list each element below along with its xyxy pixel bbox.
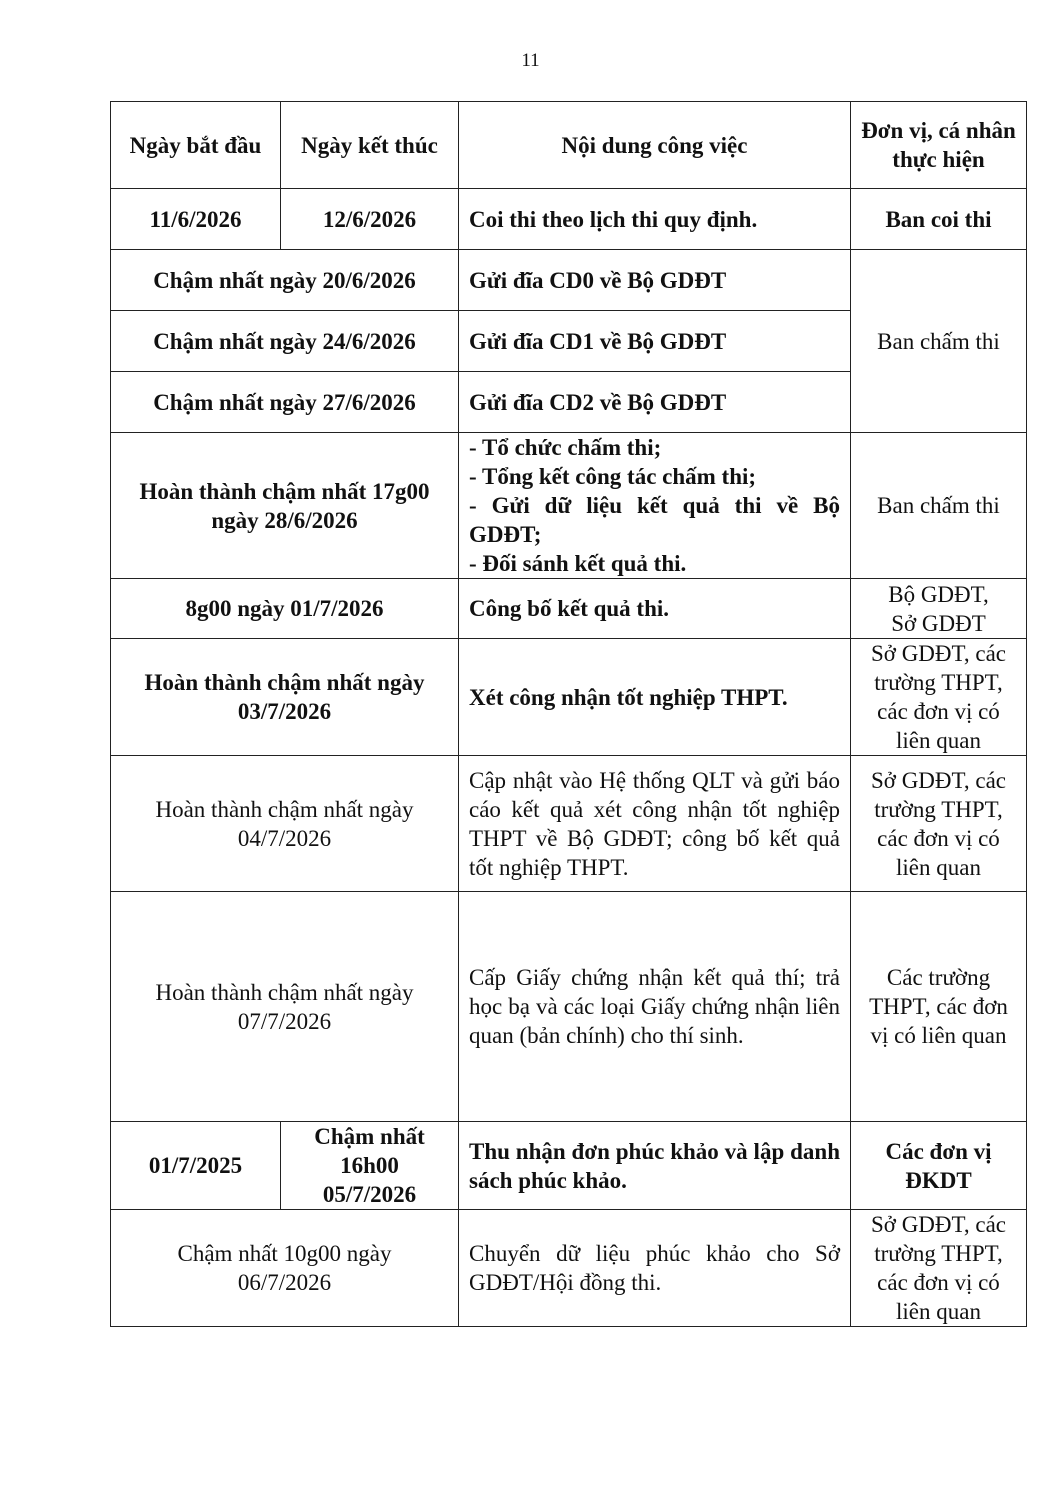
content-cell: Thu nhận đơn phúc khảo và lập danh sách phúc khảo.	[459, 1122, 851, 1210]
content-cell: Cập nhật vào Hệ thống QLT và gửi báo cáo kết quả xét công nhận tốt nghiệp THPT về Bộ GDĐT; công bố kết quả tốt nghiệp THPT.	[459, 756, 851, 892]
unit-cell: Ban chấm thi	[851, 433, 1027, 579]
header-content: Nội dung công việc	[459, 102, 851, 189]
content-cell: Gửi đĩa CD1 về Bộ GDĐT	[459, 311, 851, 372]
table-row	[111, 1210, 1027, 1327]
table-row	[111, 433, 1027, 579]
content-cell: Gửi đĩa CD2 về Bộ GDĐT	[459, 372, 851, 433]
start-date-cell: 01/7/2025	[111, 1122, 281, 1210]
content-cell: Cấp Giấy chứng nhận kết quả thí; trả học bạ và các loại Giấy chứng nhận liên quan (bản chính) cho thí sinh.	[459, 892, 851, 1122]
start-date-cell: 11/6/2026	[111, 189, 281, 250]
page-number: 11	[521, 50, 540, 71]
content-cell: Chuyển dữ liệu phúc khảo cho Sở GDĐT/Hội đồng thi.	[459, 1210, 851, 1327]
table-row	[111, 250, 1027, 311]
schedule-table	[110, 101, 1027, 1327]
date-cell: Hoàn thành chậm nhất ngày 03/7/2026	[111, 639, 459, 756]
date-cell: Chậm nhất ngày 20/6/2026	[111, 250, 459, 311]
date-cell: Hoàn thành chậm nhất 17g00 ngày 28/6/2026	[111, 433, 459, 579]
content-list	[469, 433, 840, 578]
date-cell: 8g00 ngày 01/7/2026	[111, 579, 459, 639]
list-item: - Tổ chức chấm thi;	[469, 435, 662, 460]
list-item: - Tổng kết công tác chấm thi;	[469, 464, 757, 489]
table-row	[111, 639, 1027, 756]
end-date-cell: 12/6/2026	[281, 189, 459, 250]
unit-cell: Sở GDĐT, các trường THPT, các đơn vị có liên quan	[851, 1210, 1027, 1327]
table-row	[111, 756, 1027, 892]
header-start-date: Ngày bắt đầu	[111, 102, 281, 189]
list-item: - Gửi dữ liệu kết quả thi về Bộ GDĐT;	[469, 493, 840, 547]
date-cell: Hoàn thành chậm nhất ngày 04/7/2026	[111, 756, 459, 892]
unit-cell: Ban coi thi	[851, 189, 1027, 250]
content-cell: Gửi đĩa CD0 về Bộ GDĐT	[459, 250, 851, 311]
unit-cell: Ban chấm thi	[851, 250, 1027, 433]
unit-cell: Sở GDĐT, các trường THPT, các đơn vị có liên quan	[851, 756, 1027, 892]
header-unit: Đơn vị, cá nhân thực hiện	[851, 102, 1027, 189]
table-row	[111, 579, 1027, 639]
unit-cell: Sở GDĐT, các trường THPT, các đơn vị có liên quan	[851, 639, 1027, 756]
list-item: - Đối sánh kết quả thi.	[469, 551, 687, 576]
unit-cell: Các đơn vị ĐKDT	[851, 1122, 1027, 1210]
date-cell: Chậm nhất ngày 24/6/2026	[111, 311, 459, 372]
date-cell: Hoàn thành chậm nhất ngày 07/7/2026	[111, 892, 459, 1122]
table-header-row	[111, 102, 1027, 189]
content-cell	[459, 433, 851, 579]
date-cell: Chậm nhất 10g00 ngày 06/7/2026	[111, 1210, 459, 1327]
content-cell: Coi thi theo lịch thi quy định.	[459, 189, 851, 250]
content-cell: Công bố kết quả thi.	[459, 579, 851, 639]
unit-cell: Bộ GDĐT, Sở GDĐT	[851, 579, 1027, 639]
unit-cell: Các trường THPT, các đơn vị có liên quan	[851, 892, 1027, 1122]
header-end-date: Ngày kết thúc	[281, 102, 459, 189]
date-cell: Chậm nhất ngày 27/6/2026	[111, 372, 459, 433]
table-row	[111, 189, 1027, 250]
table-row	[111, 892, 1027, 1122]
end-date-cell: Chậm nhất 16h00 05/7/2026	[281, 1122, 459, 1210]
table-row	[111, 1122, 1027, 1210]
content-cell: Xét công nhận tốt nghiệp THPT.	[459, 639, 851, 756]
